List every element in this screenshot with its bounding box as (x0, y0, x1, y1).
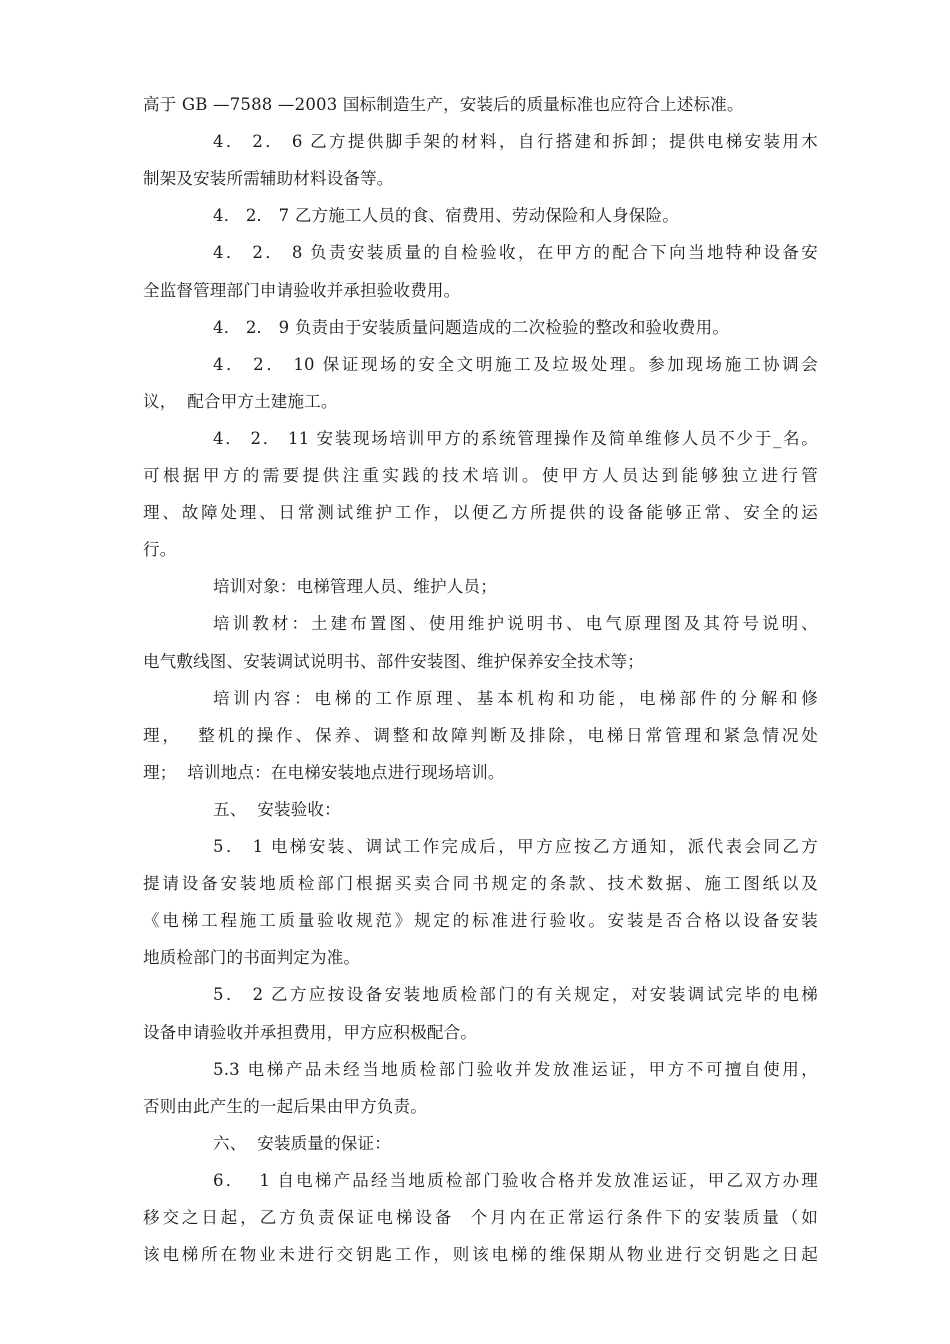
text-line: 可根据甲方的需要提供注重实践的技术培训。使甲方人员达到能够独立进行管 (143, 466, 818, 485)
text-line: 5.3 电梯产品未经当地质检部门验收并发放准运证，甲方不可擅自使用， (213, 1059, 818, 1079)
text-line: 全监督管理部门申请验收并承担验收费用。 (143, 280, 461, 300)
text-line: 议， 配合甲方土建施工。 (143, 391, 338, 411)
text-line: 4． 2． 7 乙方施工人员的食、宿费用、劳动保险和人身保险。 (213, 206, 679, 226)
text-line: 六、 安装质量的保证： (213, 1133, 391, 1153)
text-line: 4． 2． 10 保证现场的安全文明施工及垃圾处理。参加现场施工协调会 (213, 354, 818, 374)
text-line: 移交之日起，乙方负责保证电梯设备 个月内在正常运行条件下的安装质量（如 (143, 1208, 818, 1227)
text-line: 4． 2． 8 负责安装质量的自检验收，在甲方的配合下向当地特种设备安 (213, 243, 818, 263)
text-line: 高于 GB —7588 —2003 国标制造生产，安装后的质量标准也应符合上述标准。 (143, 95, 744, 114)
text-line: 电气敷线图、安装调试说明书、部件安装图、维护保养安全技术等； (143, 651, 644, 671)
text-line: 培训教材：土建布置图、使用维护说明书、电气原理图及其符号说明、 (213, 614, 818, 634)
text-line: 4． 2． 11 安装现场培训甲方的系统管理操作及简单维修人员不少于_名。 (213, 428, 818, 448)
text-line: 否则由此产生的一起后果由甲方负责。 (143, 1096, 427, 1116)
text-line: 制架及安装所需辅助材料设备等。 (143, 169, 394, 189)
text-line: 6． 1 自电梯产品经当地质检部门验收合格并发放准运证，甲乙双方办理 (213, 1170, 818, 1190)
text-line: 《电梯工程施工质量验收规范》规定的标准进行验收。安装是否合格以设备安装 (143, 911, 818, 931)
text-line: 培训内容：电梯的工作原理、基本机构和功能，电梯部件的分解和修 (213, 688, 818, 708)
text-line: 设备申请验收并承担费用，甲方应积极配合。 (143, 1022, 477, 1042)
text-line: 提请设备安装地质检部门根据买卖合同书规定的条款、技术数据、施工图纸以及 (143, 874, 818, 894)
text-line: 4． 2． 9 负责由于安装质量问题造成的二次检验的整改和验收费用。 (213, 317, 730, 337)
text-line: 行。 (143, 540, 177, 560)
text-line: 4． 2． 6 乙方提供脚手架的材料，自行搭建和拆卸；提供电梯安装用木 (213, 132, 818, 152)
text-line: 地质检部门的书面判定为准。 (143, 948, 361, 968)
text-line: 理； 培训地点：在电梯安装地点进行现场培训。 (143, 762, 505, 782)
text-line: 5． 1 电梯安装、调试工作完成后，甲方应按乙方通知，派代表会同乙方 (213, 837, 818, 856)
text-line: 该电梯所在物业未进行交钥匙工作，则该电梯的维保期从物业进行交钥匙之日起 (143, 1245, 818, 1265)
text-line: 理， 整机的操作、保养、调整和故障判断及排除，电梯日常管理和紧急情况处 (143, 725, 818, 745)
text-line: 5． 2 乙方应按设备安装地质检部门的有关规定，对安装调试完毕的电梯 (213, 985, 818, 1005)
text-line: 理、故障处理、日常测试维护工作，以便乙方所提供的设备能够正常、安全的运 (143, 503, 818, 523)
text-line: 培训对象：电梯管理人员、维护人员； (213, 577, 497, 597)
text-line: 五、 安装验收： (213, 799, 341, 819)
